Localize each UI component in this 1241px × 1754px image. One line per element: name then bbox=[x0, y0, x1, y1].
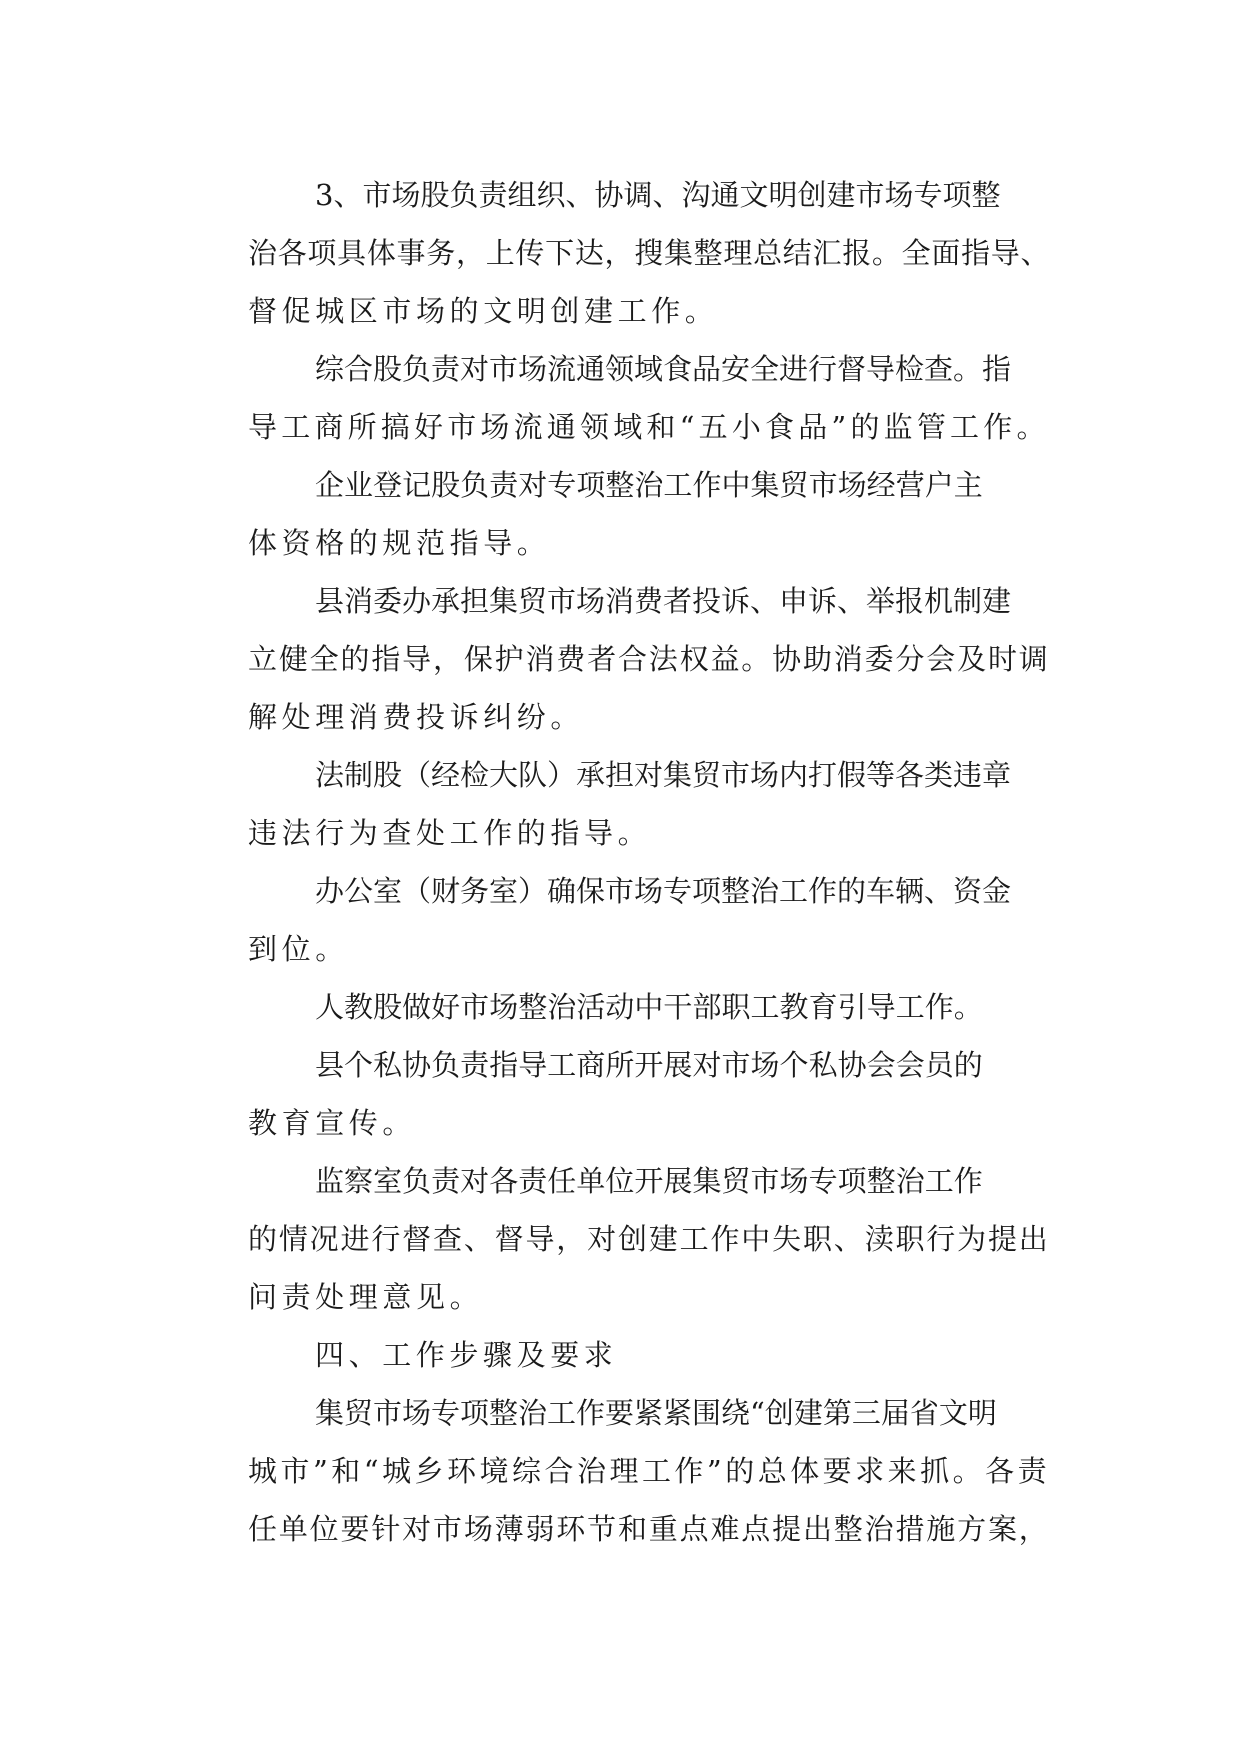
paragraph-general-section bbox=[190, 340, 1050, 456]
paragraph-private-association bbox=[190, 1036, 1050, 1152]
text-line: 综合股负责对市场流通领域食品安全进行督导检查。指 bbox=[315, 352, 1012, 386]
section-heading-work-steps bbox=[190, 1326, 1050, 1384]
paragraph-office bbox=[190, 862, 1050, 978]
text-line: 人教股做好市场整治活动中干部职工教育引导工作。 bbox=[315, 990, 983, 1024]
text-line: 解处理消费投诉纠纷。 bbox=[248, 700, 585, 734]
text-line: 问责处理意见。 bbox=[248, 1280, 484, 1314]
paragraph-market-section bbox=[190, 166, 1050, 340]
paragraph-supervision-office bbox=[190, 1152, 1050, 1326]
text-line: 到位。 bbox=[248, 932, 349, 966]
paragraph-registration-section bbox=[190, 456, 1050, 572]
text-line: 城市”和“城乡环境综合治理工作”的总体要求来抓。各责 bbox=[248, 1454, 1051, 1488]
text-line: 法制股（经检大队）承担对集贸市场内打假等各类违章 bbox=[315, 758, 1012, 792]
section-heading: 四、工作步骤及要求 bbox=[315, 1338, 618, 1372]
text-line: 体资格的规范指导。 bbox=[248, 526, 551, 560]
paragraph-personnel-section bbox=[190, 978, 1050, 1036]
text-line: 任单位要针对市场薄弱环节和重点难点提出整治措施方案， bbox=[248, 1512, 1050, 1546]
text-line: 企业登记股负责对专项整治工作中集贸市场经营户主 bbox=[315, 468, 983, 502]
text-line: 监察室负责对各责任单位开展集贸市场专项整治工作 bbox=[315, 1164, 983, 1198]
paragraph-requirements bbox=[190, 1384, 1050, 1558]
text-line: 教育宣传。 bbox=[248, 1106, 417, 1140]
text-line: 导工商所搞好市场流通领域和“五小食品”的监管工作。 bbox=[248, 410, 1050, 444]
text-line: 的情况进行督查、督导，对创建工作中失职、渎职行为提出 bbox=[248, 1222, 1050, 1256]
text-line: 县个私协负责指导工商所开展对市场个私协会会员的 bbox=[315, 1048, 983, 1082]
text-line: 立健全的指导，保护消费者合法权益。协助消委分会及时调 bbox=[248, 642, 1050, 676]
paragraph-consumer-office bbox=[190, 572, 1050, 746]
text-line: 违法行为查处工作的指导。 bbox=[248, 816, 652, 850]
text-line: 3、市场股负责组织、协调、沟通文明创建市场专项整 bbox=[315, 178, 1001, 212]
text-line: 办公室（财务室）确保市场专项整治工作的车辆、资金 bbox=[315, 874, 1012, 908]
text-line: 治各项具体事务，上传下达，搜集整理总结汇报。全面指导、 bbox=[248, 236, 1051, 270]
text-line: 督促城区市场的文明创建工作。 bbox=[248, 294, 719, 328]
text-line: 集贸市场专项整治工作要紧紧围绕“创建第三届省文明 bbox=[315, 1396, 997, 1430]
paragraph-legal-section bbox=[190, 746, 1050, 862]
document-body bbox=[190, 166, 1050, 1558]
text-line: 县消委办承担集贸市场消费者投诉、申诉、举报机制建 bbox=[315, 584, 1012, 618]
